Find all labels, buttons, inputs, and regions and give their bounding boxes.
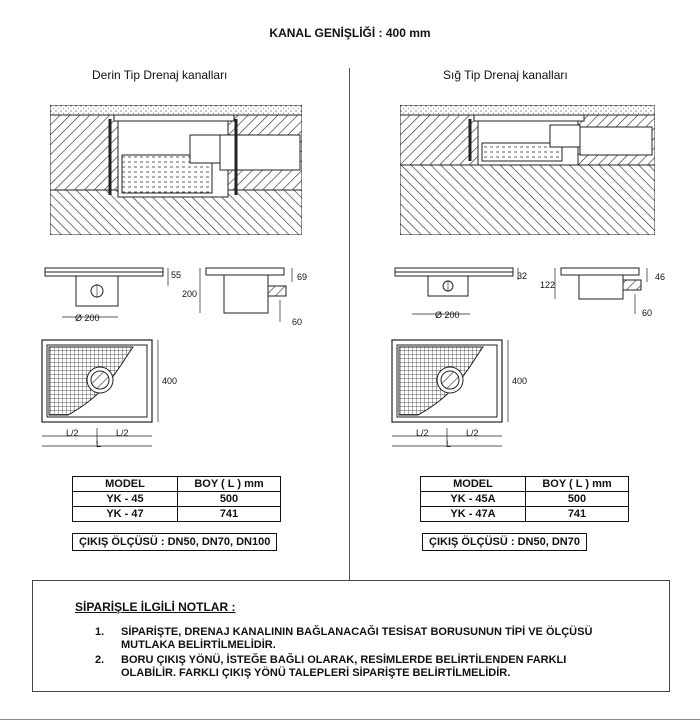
- table-cell: YK - 45A: [421, 492, 526, 507]
- page-title: KANAL GENİŞLİĞİ : 400 mm: [269, 26, 431, 40]
- table-header-cell: BOY ( L ) mm: [526, 477, 629, 492]
- right-exit-sizes: ÇIKIŞ ÖLÇÜSÜ : DN50, DN70: [422, 533, 587, 551]
- left-dim-len: L: [96, 439, 102, 449]
- left-dim-half-l2: L/2: [116, 428, 129, 438]
- bottom-rule: [0, 719, 700, 720]
- right-plan-view: [388, 338, 514, 450]
- left-end-view: [190, 262, 308, 332]
- right-dim-body-h: 122: [540, 280, 556, 290]
- table-cell: 500: [178, 492, 281, 507]
- left-exit-sizes: ÇIKIŞ ÖLÇÜSÜ : DN50, DN70, DN100: [72, 533, 277, 551]
- right-dim-end-h: 46: [655, 272, 666, 282]
- table-cell: 741: [178, 507, 281, 522]
- right-dim-half-l1: L/2: [416, 428, 429, 438]
- left-dim-pipe: Ø 200: [75, 313, 100, 323]
- table-row: [421, 492, 629, 507]
- left-cross-section: [50, 105, 302, 235]
- left-dim-half-l1: L/2: [66, 428, 79, 438]
- left-dim-outlet: 60: [292, 317, 303, 327]
- notes-title: SİPARİŞLE İLGİLİ NOTLAR :: [75, 600, 236, 614]
- right-cross-section: [400, 105, 655, 235]
- left-subtitle: Derin Tip Drenaj kanalları: [92, 68, 228, 82]
- right-dim-outlet: 60: [642, 308, 653, 318]
- left-dim-side-h: 55: [171, 270, 182, 280]
- table-row: [73, 507, 281, 522]
- left-plan-view: [38, 338, 164, 450]
- notes-list: [95, 626, 615, 680]
- left-dim-width: 400: [162, 376, 178, 386]
- note-text: BORU ÇIKIŞ YÖNÜ, İSTEĞE BAĞLI OLARAK, RESİMLERDE BELİRTİLENDEN FARKLI OLABİLİR. FARKLI ÇIKIŞ YÖNÜ TALEPLERİ SİPARİŞTE BELİRTİLMELİDİR.: [121, 654, 567, 679]
- table-cell: YK - 45: [73, 492, 178, 507]
- left-side-view: [40, 262, 180, 330]
- right-dim-len: L: [446, 439, 452, 449]
- table-row: [421, 507, 629, 522]
- left-model-table: [72, 476, 281, 522]
- note-number: 2.: [95, 654, 105, 666]
- note-number: 1.: [95, 626, 105, 638]
- right-dim-side-h: 32: [517, 271, 528, 281]
- right-model-table: [420, 476, 629, 522]
- right-side-view: [390, 262, 530, 330]
- notes-box: [32, 580, 670, 692]
- table-cell: YK - 47: [73, 507, 178, 522]
- table-header-cell: MODEL: [73, 477, 178, 492]
- note-item: [95, 626, 615, 652]
- table-row: [73, 492, 281, 507]
- right-dim-width: 400: [512, 376, 528, 386]
- right-dim-half-l2: L/2: [466, 428, 479, 438]
- left-dim-end-h: 69: [297, 272, 308, 282]
- table-header-cell: MODEL: [421, 477, 526, 492]
- table-header-row: [73, 477, 281, 492]
- note-text: SİPARİŞTE, DRENAJ KANALININ BAĞLANACAĞI TESİSAT BORUSUNUN TİPİ VE ÖLÇÜSÜ MUTLAKA BELİRTİLMELİDİR.: [121, 626, 593, 651]
- right-subtitle: Sığ Tip Drenaj kanalları: [443, 68, 568, 82]
- left-dim-body-h: 200: [182, 289, 198, 299]
- table-cell: 500: [526, 492, 629, 507]
- center-divider: [349, 68, 350, 580]
- table-header-cell: BOY ( L ) mm: [178, 477, 281, 492]
- table-cell: YK - 47A: [421, 507, 526, 522]
- table-cell: 741: [526, 507, 629, 522]
- note-item: [95, 654, 615, 680]
- right-dim-pipe: Ø 200: [435, 310, 460, 320]
- table-header-row: [421, 477, 629, 492]
- right-end-view: [545, 262, 660, 332]
